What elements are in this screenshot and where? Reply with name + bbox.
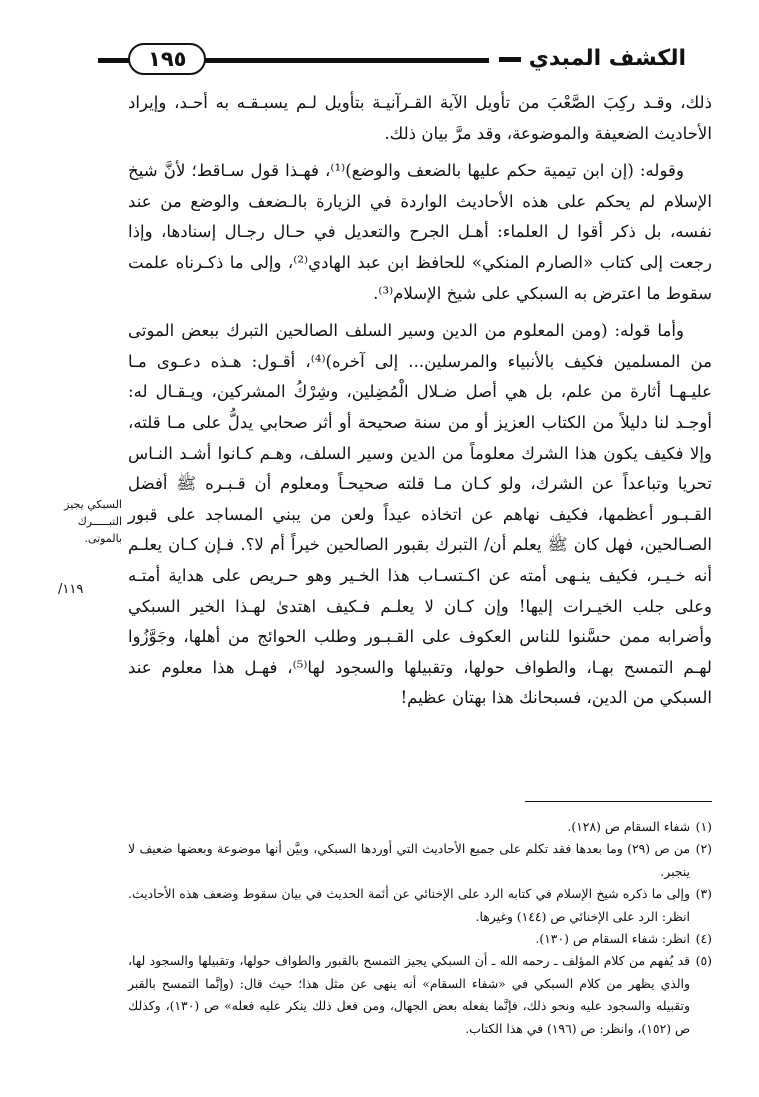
footnote [128,950,712,1040]
margin-page-reference: ١١٩/ [58,582,84,597]
footnote-text: قد يُفهم من كلام المؤلف ـ رحمه الله ـ أن السبكي يجيز التمسح بالقبور والطواف حولها، وتقبيلها والسجود لها، والذي يظهر من كلام السبكي في «شفاء السقام» أنه ينهى عن مثل هذا؛ حيث قال: (وإنَّما التمسح بالقبر وتقبيله والسجود عليه ونحو ذلك، فإنَّما يفعله بعض الجهال، ومن فعل ذلك ينكر عليه فعله» ص (١٣٠)، وكذلك ص (١٥٢)، وانظر: ص (١٩٦) في هذا الكتاب. [128,953,690,1036]
footnote [128,928,712,950]
footnote-text: انظر: شفاء السقام ص (١٣٠). [535,931,690,947]
footnote [128,838,712,883]
paragraph-1: ذلك، وقـد ركِبَ الصَّعْبَ من تأويل الآية القـرآنيـة بتأويل لـم يسبـقـه به أحـد، وإيراد الأحاديث الضعيفة والموضوعة، وقد مرَّ بيان ذلك. [128,93,712,143]
paragraph-3: وأما قوله: (ومن المعلوم من الدين وسير السلف الصالحين التبرك ببعض الموتى من المسلمين فكيف بالأنبياء والمرسلين... إلى آخره)⁽⁴⁾، أقـول: هـذه دعـوى مـا عليـهـا أثارة من علم، بل هي أصل ضـلال الْمُضِلين، وشِرْكُ المشركين، ويـقـال له: أوجـد لنا دليلاً من الكتاب العزيز أو من سنة صحيحة أو أثر صحابي يدلُّ على مـا قلته، وإلا فكيف يكون هذا الشرك معلوماً من الدين وسير السلف، وهـم كـانوا أشـد النـاس تحريا وتباعداً عن الشرك، ولو كـان مـا قلته صحيحـاً ومعلوم أن قـبـره ﷺ أفضل القـبـور أعظمها، فكيف نهاهم عن اتخاذه عيداً ولعن من يبني المساجد على قبور الصـالحين، فهل كان ﷺ يعلم أن/ التبرك بقبور الصالحين خيراً أم لا؟. فـإن كـان يعلـم أنه خـيـر، فكيف ينـهى أمته عن اكـتسـاب هذا الخـير وهو حـريص على هداية أمتـه وعلى جلب الخيـرات إليها! وإن كـان لا يعلـم فـكيف اهتدىٰ لهـذا الخير السبكي وأضرابه ممن حسَّنوا للناس العكوف على القـبـور وطلب الحوائج من أهلها، وجَوَّزُوا لهـم التمسح بهـا، والطواف حولها، وتقبيلها والسجود لها⁽⁵⁾، فهـل هذا معلوم عند السبكي من الدين، فسبحانك هذا بهتان عظيم! [128,321,712,708]
footnote [128,816,712,838]
footnote-separator [525,801,712,802]
main-text [128,88,712,714]
footnote-number: (٥) [695,953,712,969]
footnote-number: (٤) [695,931,712,947]
page-header [98,44,688,74]
footnote [128,883,712,928]
margin-note-line: السبكي يجيز [64,498,122,511]
footnote-number: (١) [695,819,712,834]
footnote-text: وإلى ما ذكره شيخ الإسلام في كتابه الرد على الإخنائي عن أئمة الحديث في بيان سقوط وضعف هذه الأحاديث. انظر: الرد على الإخنائي ص (١٤٤) وغيرها. [128,886,690,924]
margin-note-line: بالموتى. [84,532,122,545]
paragraph-2: وقوله: (إن ابن تيمية حكم عليها بالضعف والوضع)⁽¹⁾، فهـذا قول سـاقط؛ لأنَّ شيخ الإسلام لم يحكم على هذه الأحاديث الواردة في الزيارة بالـضعف والوضع من عند نفسه، بل ذكر أقوا ل العلماء: أهـل الجرح والتعديل في حـال رجـال إسنادها، وإذا رجعت إلى كتاب «الصارم المنكي» للحافظ ابن عبد الهادي⁽²⁾، وإلى ما ذكـرناه علمت سقوط ما اعترض به السبكي على شيخ الإسلام⁽³⁾. [128,161,712,303]
margin-note-line: التبـــــرك [77,515,122,528]
footnote-text: شفاء السقام ص (١٢٨). [567,819,690,834]
footnote-number: (٣) [695,886,712,902]
margin-note [16,496,122,547]
footnote-number: (٢) [695,841,712,857]
footnote-text: من ص (٢٩) وما بعدها فقد تكلم على جميع الأحاديث التي أوردها السبكي، وبيَّن أنها موضوعة وبعضها ضعيف لا ينجبر. [128,841,690,879]
page-number: ١٩٥ [128,43,206,75]
footnotes [128,816,712,1040]
book-title: الكشف المبدي [489,44,688,74]
